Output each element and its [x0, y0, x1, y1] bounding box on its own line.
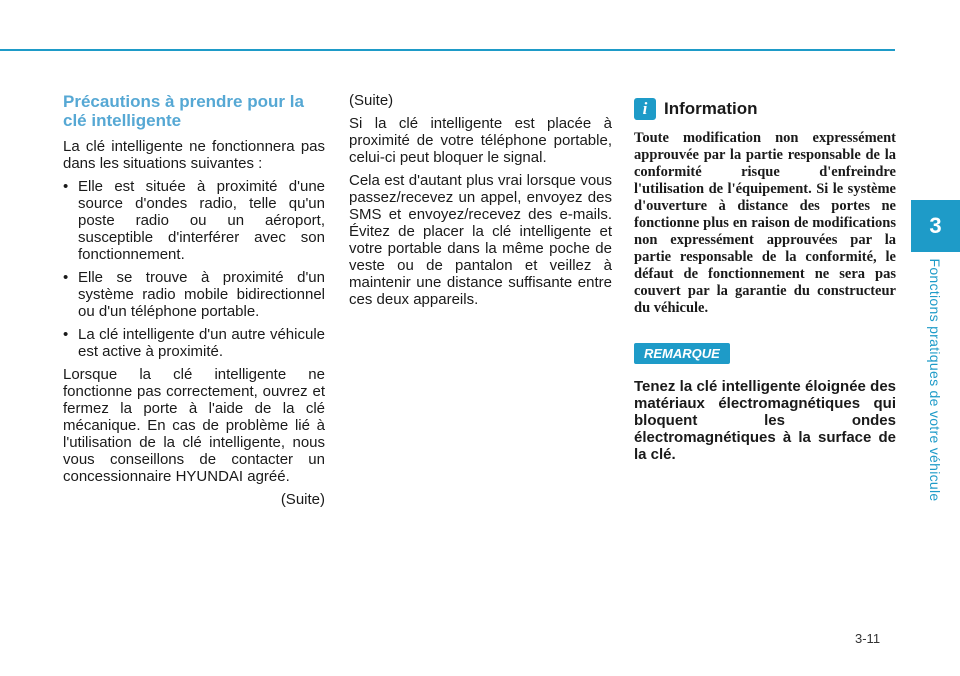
information-header — [634, 98, 896, 120]
list-item: • Elle se trouve à proximité d'un système radio mobile bidirectionnel ou d'un téléphone portable. — [63, 269, 325, 320]
body-paragraph: Lorsque la clé intelligente ne fonctionne pas correctement, ouvrez et fermez la porte à l'aide de la clé mécanique. En cas de problème lié à l'utilisation de la clé intelligente, nous vous conseillons de contacter un concessionnaire HYUNDAI agréé. — [63, 366, 325, 485]
remarque-text: Tenez la clé intelligente éloignée des matériaux électromagnétiques qui bloquent les ondes électromagnétiques à la surface de la clé. — [634, 378, 896, 463]
chapter-side-title: Fonctions pratiques de votre véhicule — [927, 258, 943, 502]
column-middle — [349, 92, 612, 314]
column-left — [63, 92, 325, 514]
continued-label: (Suite) — [349, 92, 394, 109]
list-item: • La clé intelligente d'un autre véhicule est active à proximité. — [63, 326, 325, 360]
column-right — [634, 92, 896, 463]
intro-paragraph: La clé intelligente ne fonctionnera pas dans les situations suivantes : — [63, 138, 325, 172]
bullet-icon: • — [63, 178, 69, 195]
information-title: Information — [664, 99, 758, 118]
page-number: 3-11 — [855, 631, 881, 646]
remarque-badge: REMARQUE — [634, 343, 730, 364]
situation-list — [63, 178, 325, 360]
body-paragraph: Si la clé intelligente est placée à proximité de votre téléphone portable, celui-ci peut bloquer le signal. — [349, 115, 612, 166]
body-paragraph: Cela est d'autant plus vrai lorsque vous passez/recevez un appel, envoyez des SMS et envoyez/recevez des e-mails. Évitez de placer la clé intelligente et votre portable dans la même poche de veste ou de pantalon et veillez à maintenir une distance suffisante entre ces deux appareils. — [349, 172, 612, 308]
list-item: • Elle est située à proximité d'une source d'ondes radio, telle qu'un poste radio ou un aéroport, susceptible d'interférer avec son fonctionnement. — [63, 178, 325, 263]
information-text: Toute modification non expressément approuvée par la partie responsable de la conformité risque d'enfreindre l'utilisation de l'équipement. Si le système d'ouverture à distance des portes ne fonctionne plus en raison de modifications non expressément approuvées par la partie responsable de la conformité, le défaut de fonctionnement ne sera pas couvert par la garantie du constructeur du véhicule. — [634, 130, 896, 316]
chapter-number-tab: 3 — [911, 200, 960, 252]
bullet-icon: • — [63, 269, 69, 286]
section-heading: Précautions à prendre pour la clé intelligente — [63, 92, 304, 130]
header-rule — [0, 49, 895, 51]
info-icon: i — [634, 98, 656, 120]
continued-label: (Suite) — [280, 491, 325, 508]
bullet-icon: • — [63, 326, 69, 343]
